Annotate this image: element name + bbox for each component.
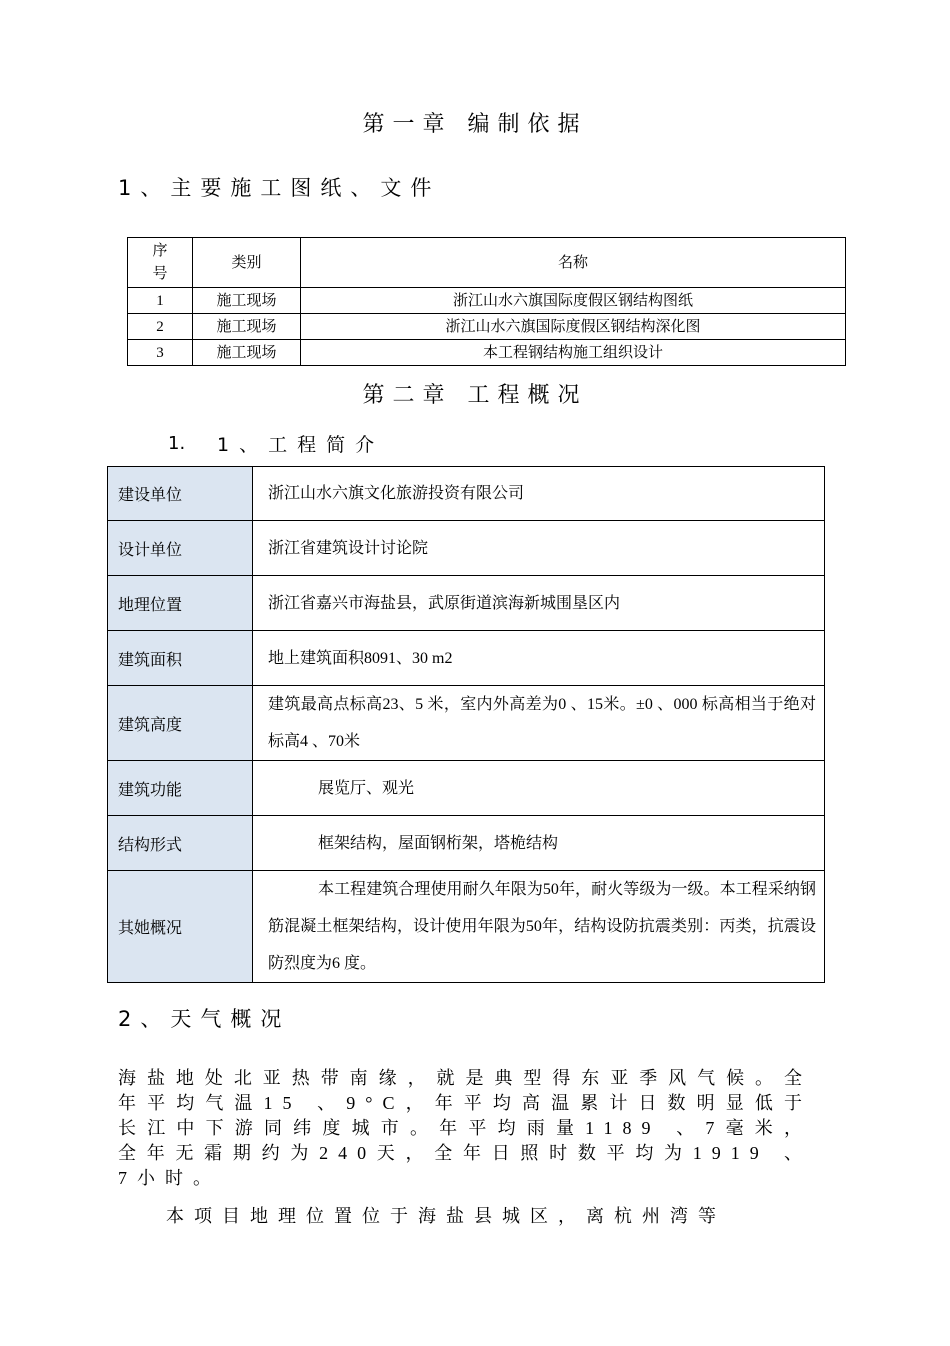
header-no: 序号 [128,238,193,288]
section-2-title: 2、天气概况 [118,1007,291,1031]
row-value: 本工程建筑合理使用耐久年限为50年，耐火等级为一级。本工程采纳钢筋混凝土框架结构，设计使用年限为50年，结构设防抗震类别：丙类，抗震设防烈度为6 度。 [253,871,825,983]
table-row [108,576,825,631]
weather-paragraph-2: 本项目地理位置位于海盐县城区，离杭州湾等 [166,1206,726,1226]
chapter-2-title: 第二章 工程概况 [362,383,588,408]
row-key: 建筑面积 [108,631,253,686]
row-no: 2 [128,314,193,340]
table-row [108,686,825,761]
row-name: 本工程钢结构施工组织设计 [301,340,846,366]
table-row [128,314,846,340]
row-category: 施工现场 [193,340,301,366]
table-header-row [128,238,846,288]
row-value: 浙江省建筑设计讨论院 [253,521,825,576]
row-name: 浙江山水六旗国际度假区钢结构深化图 [301,314,846,340]
row-value: 展览厅、观光 [253,761,825,816]
row-value: 框架结构，屋面钢桁架，塔桅结构 [253,816,825,871]
drawings-table [127,237,846,366]
table-row [128,288,846,314]
row-no: 1 [128,288,193,314]
row-key: 其她概况 [108,871,253,983]
table-row [108,521,825,576]
row-value: 浙江山水六旗文化旅游投资有限公司 [253,467,825,521]
table-row [108,816,825,871]
section-intro-title: 1、工程简介 [217,434,385,456]
row-key: 建设单位 [108,467,253,521]
row-value: 浙江省嘉兴市海盐县，武原街道滨海新城围垦区内 [253,576,825,631]
table-row [108,631,825,686]
row-name: 浙江山水六旗国际度假区钢结构图纸 [301,288,846,314]
row-key: 建筑功能 [108,761,253,816]
row-key: 结构形式 [108,816,253,871]
header-category: 类别 [193,238,301,288]
row-key: 设计单位 [108,521,253,576]
row-category: 施工现场 [193,288,301,314]
row-key: 地理位置 [108,576,253,631]
row-value: 地上建筑面积8091、30 m2 [253,631,825,686]
row-category: 施工现场 [193,314,301,340]
weather-paragraph: 海盐地处北亚热带南缘，就是典型得东亚季风气候。全年平均气温15 、9°C，年平均高温累计日数明显低于长江中下游同纬度城市。年平均雨量1189 、7毫米，全年无霜期约为240天，全年日照时数平均为1919 、7小时。 [118,1068,812,1188]
table-row [108,761,825,816]
chapter-1-title: 第一章 编制依据 [362,112,588,137]
section-intro-number: 1. [168,433,186,454]
table-row [128,340,846,366]
header-name: 名称 [301,238,846,288]
row-key: 建筑高度 [108,686,253,761]
section-1-title: 1、主要施工图纸、文件 [118,176,441,200]
project-overview-table [107,466,825,983]
table-row [108,871,825,983]
row-value: 建筑最高点标高23、5 米，室内外高差为0 、15米。±0 、000 标高相当于绝对标高4 、70米 [253,686,825,761]
table-row [108,467,825,521]
row-no: 3 [128,340,193,366]
